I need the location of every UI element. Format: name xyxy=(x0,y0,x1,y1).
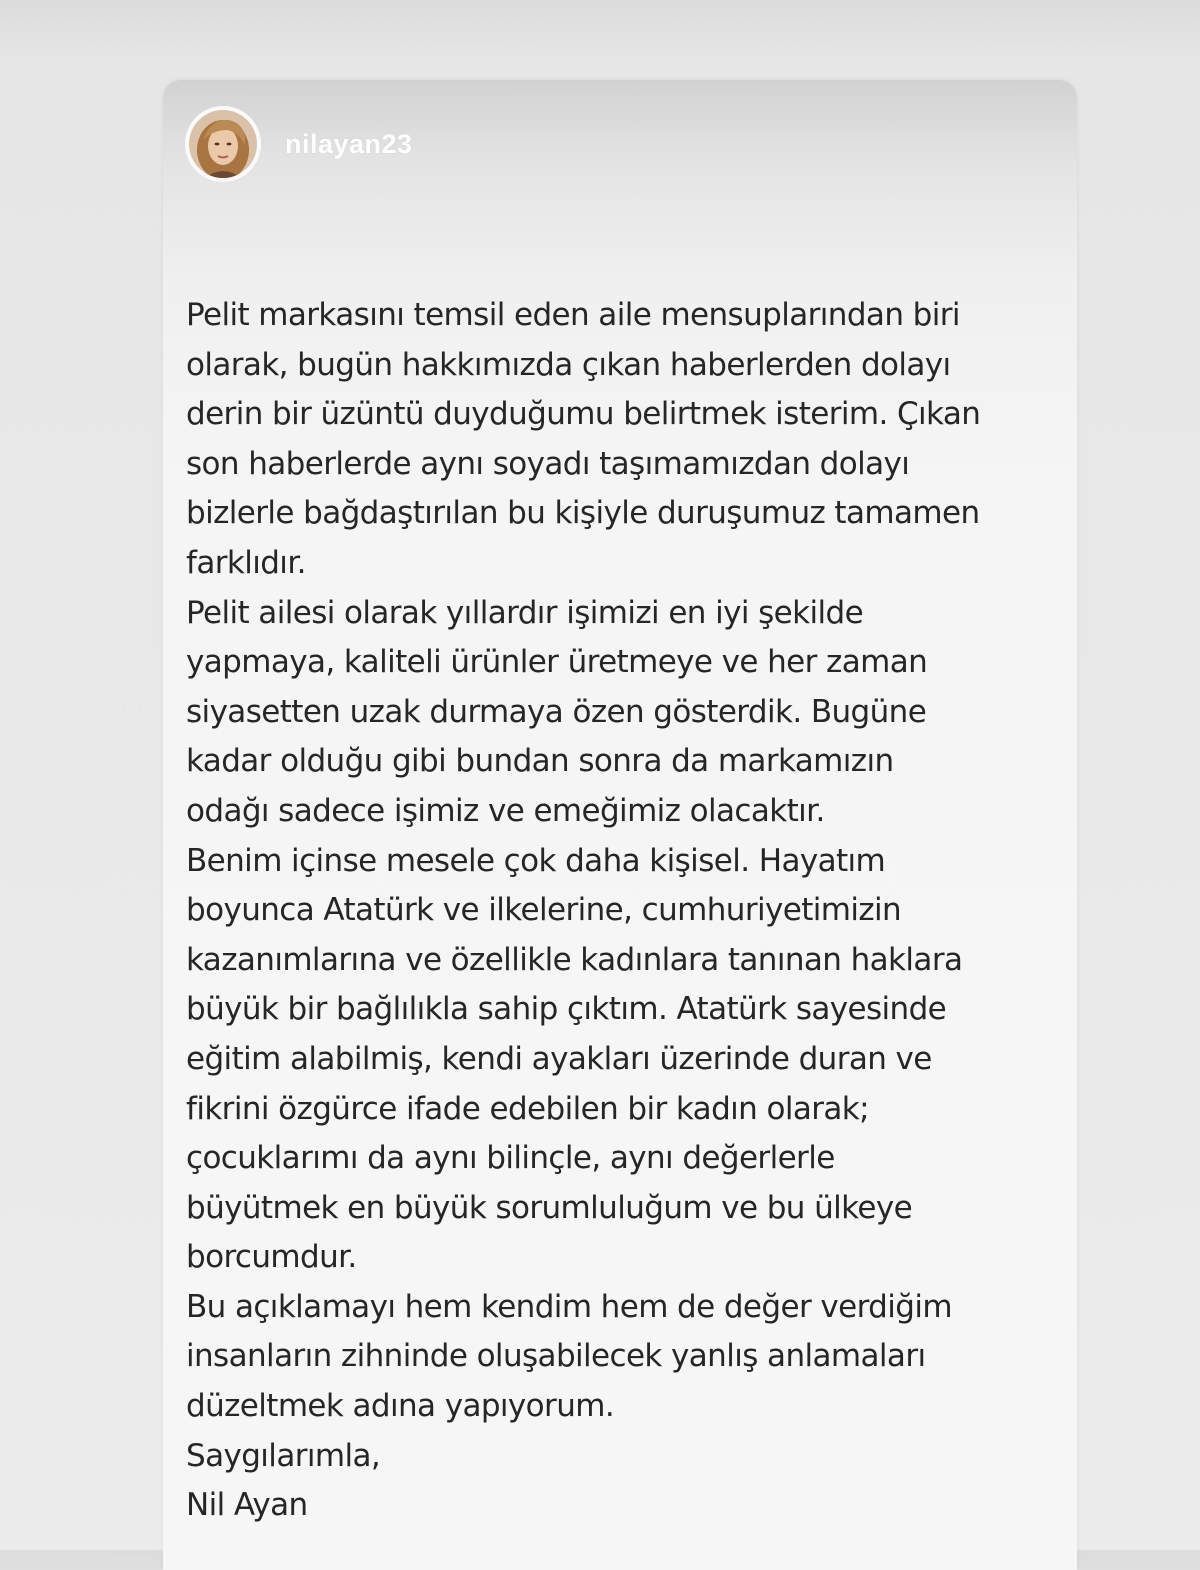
text-line: odağı sadece işimiz ve emeğimiz olacaktır. xyxy=(186,792,825,829)
username[interactable]: nilayan23 xyxy=(285,128,413,159)
text-line: olarak, bugün hakkımızda çıkan haberlerden dolayı xyxy=(186,346,951,383)
text-line: son haberlerde aynı soyadı taşımamızdan dolayı xyxy=(186,445,910,482)
text-line: kadar olduğu gibi bundan sonra da markamızın xyxy=(186,743,894,780)
text-line: Bu açıklamayı hem kendim hem de değer verdiğim xyxy=(186,1288,952,1325)
text-line: insanların zihninde oluşabilecek yanlış anlamaları xyxy=(186,1338,926,1375)
story-header xyxy=(185,104,413,184)
text-line: düzeltmek adına yapıyorum. xyxy=(186,1388,615,1425)
profile-photo-graphic xyxy=(189,110,257,178)
text-line: fikrini özgürce ifade edebilen bir kadın olarak; xyxy=(186,1090,869,1127)
text-line: derin bir üzüntü duyduğumu belirtmek isterim. Çıkan xyxy=(186,396,981,433)
text-line: Pelit markasını temsil eden aile mensuplarından biri xyxy=(186,297,960,333)
text-line: farklıdır. xyxy=(186,544,306,581)
text-line: Saygılarımla, xyxy=(186,1437,381,1474)
text-line: büyütmek en büyük sorumluluğum ve bu ülkeye xyxy=(186,1189,913,1226)
text-line: boyunca Atatürk ve ilkelerine, cumhuriyetimizin xyxy=(186,892,902,929)
text-line: büyük bir bağlılıkla sahip çıktım. Atatürk sayesinde xyxy=(186,991,947,1028)
profile-photo xyxy=(189,110,257,178)
text-line: Benim içinse mesele çok daha kişisel. Hayatım xyxy=(186,842,886,879)
text-line: Nil Ayan xyxy=(186,1487,308,1524)
text-line: çocuklarımı da aynı bilinçle, aynı değerlerle xyxy=(186,1140,835,1177)
text-line: Pelit ailesi olarak yıllardır işimizi en iyi şekilde xyxy=(186,594,864,631)
text-line: bizlerle bağdaştırılan bu kişiyle duruşumuz tamamen xyxy=(186,495,980,532)
text-line: kazanımlarına ve özellikle kadınlara tanınan haklara xyxy=(186,941,963,978)
story-card xyxy=(163,80,1077,1570)
text-line: eğitim alabilmiş, kendi ayakları üzerinde duran ve xyxy=(186,1040,932,1077)
text-line: siyasetten uzak durmaya özen gösterdik. Bugüne xyxy=(186,693,927,730)
statement-text xyxy=(186,291,1071,1531)
avatar[interactable] xyxy=(185,106,261,182)
text-line: yapmaya, kaliteli ürünler üretmeye ve her zaman xyxy=(186,644,928,681)
text-line: borcumdur. xyxy=(186,1239,357,1276)
